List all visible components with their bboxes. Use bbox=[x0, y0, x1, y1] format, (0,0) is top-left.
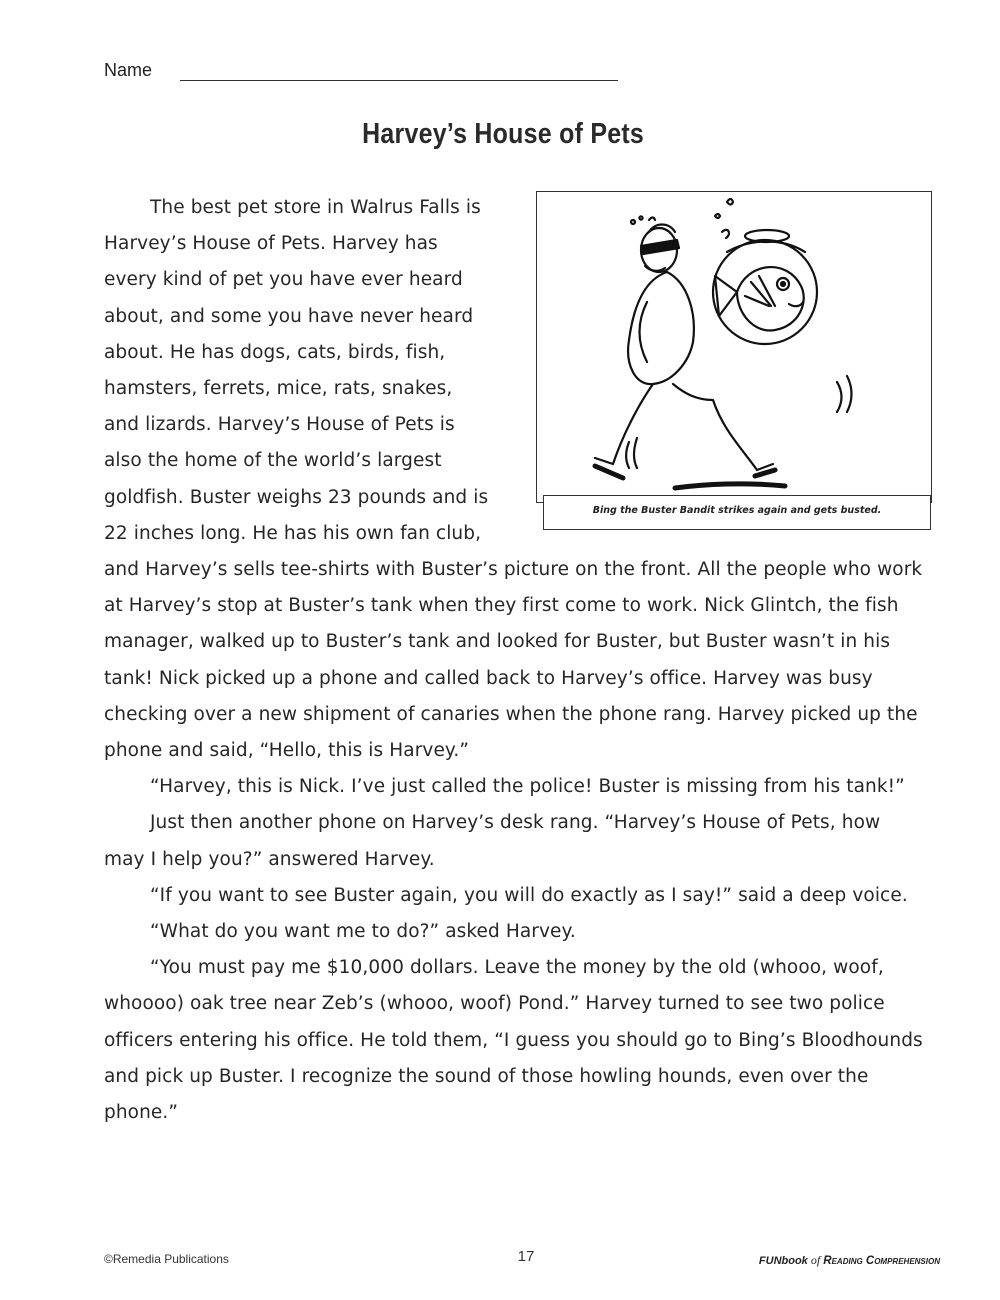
series-funbook: FUNbook bbox=[758, 1255, 808, 1267]
page-title: Harvey’s House of Pets bbox=[362, 118, 645, 150]
figure-caption: Bing the Buster Bandit strikes again and gets busted. bbox=[592, 505, 882, 516]
series-of: of bbox=[810, 1253, 821, 1267]
story-paragraph: The best pet store in Walrus Falls is Harvey’s House of Pets. Harvey has every kind of pet you have ever heard about, and some you have never heard about. He has dogs, cats, birds, fish, hamsters, ferrets, mice, rats, snakes, and lizards. Harvey’s House of Pets is also the home of the world’s largest goldfish. Buster weighs 23 pounds and is 22 inches long. He has his own fan club, and Harvey’s sells tee-shirts with Buster’s picture on the front. All the people who work at Harvey’s stop at Buster’s tank when they first come to work. Nick Glintch, the fish manager, walked up to Buster’s tank and looked for Buster, but Buster wasn’t in his tank! Nick picked up a phone and called back to Harvey’s office. Harvey was busy checking over a new shipment of canaries when the phone rang. Harvey picked up the phone and said, “Hello, this is Harvey.” bbox=[104, 197, 923, 762]
illustration-space bbox=[514, 192, 924, 537]
page-footer bbox=[0, 1248, 1000, 1272]
series-reading-comprehension: Reading Comprehension bbox=[823, 1255, 940, 1267]
story-text bbox=[104, 190, 924, 1131]
story-paragraph: “If you want to see Buster again, you will do exactly as I say!” said a deep voice. bbox=[150, 884, 908, 906]
publisher-credit: ©Remedia Publications bbox=[104, 1252, 229, 1266]
story-paragraph: Just then another phone on Harvey’s desk rang. “Harvey’s House of Pets, how may I help you?” answered Harvey. bbox=[104, 812, 881, 870]
story-paragraph: “Harvey, this is Nick. I’ve just called the police! Buster is missing from his tank!” bbox=[150, 776, 905, 798]
series-title bbox=[759, 1253, 940, 1268]
story-paragraph: “What do you want me to do?” asked Harvey. bbox=[150, 921, 576, 943]
page-number: 17 bbox=[517, 1248, 535, 1265]
name-underline bbox=[180, 80, 618, 81]
story-paragraph: “You must pay me $10,000 dollars. Leave the money by the old (whooo, woof, whoooo) oak tree near Zeb’s (whooo, woof) Pond.” Harvey turned to see two police officers entering his office. He told them, “I guess you should go to Bing’s Bloodhounds and pick up Buster. I recognize the sound of those howling hounds, even over the phone.” bbox=[104, 957, 923, 1124]
name-label: Name bbox=[104, 60, 153, 80]
name-field bbox=[104, 58, 624, 88]
